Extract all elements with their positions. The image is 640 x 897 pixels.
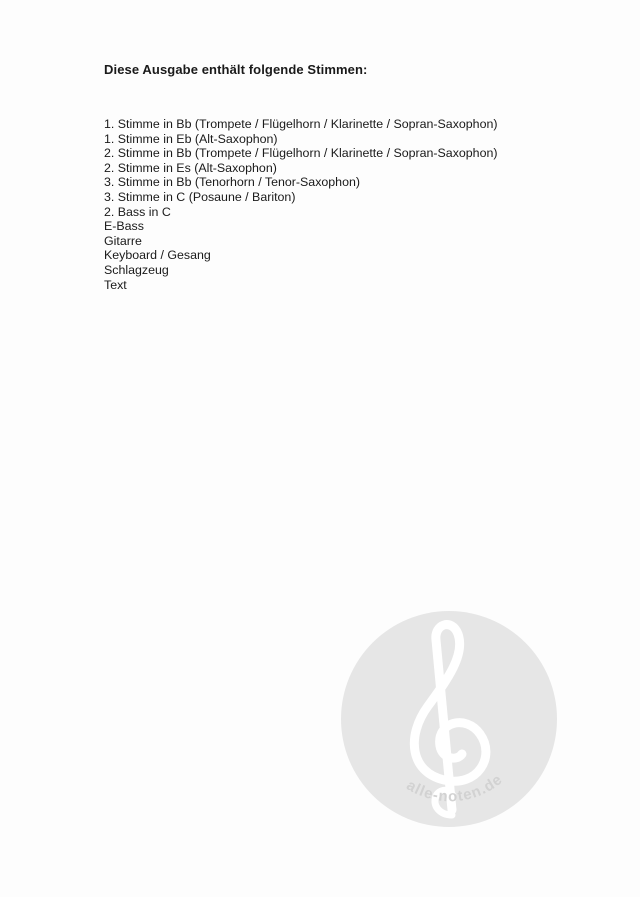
parts-heading: Diese Ausgabe enthält folgende Stimmen: <box>104 62 368 77</box>
list-item: Schlagzeug <box>104 262 169 277</box>
list-item: Keyboard / Gesang <box>104 248 211 263</box>
list-item: 1. Stimme in Bb (Trompete / Flügelhorn / Klarinette / Sopran-Saxophon) <box>104 117 498 131</box>
treble-clef-icon <box>340 610 558 828</box>
list-item: Text <box>104 277 127 292</box>
list-item: 2. Stimme in Es (Alt-Saxophon) <box>104 160 277 175</box>
list-item: 2. Stimme in Bb (Trompete / Flügelhorn / Klarinette / Sopran-Saxophon) <box>104 146 498 161</box>
list-item: 1. Stimme in Eb (Alt-Saxophon) <box>104 131 278 146</box>
list-item: 2. Bass in C <box>104 204 171 219</box>
parts-list <box>104 117 497 292</box>
watermark-logo <box>340 610 558 828</box>
list-item: 3. Stimme in C (Posaune / Bariton) <box>104 189 296 204</box>
list-item: Gitarre <box>104 233 142 248</box>
watermark-text: alle-noten.de <box>403 770 507 806</box>
list-item: E-Bass <box>104 219 144 234</box>
list-item: 3. Stimme in Bb (Tenorhorn / Tenor-Saxophon) <box>104 175 360 190</box>
